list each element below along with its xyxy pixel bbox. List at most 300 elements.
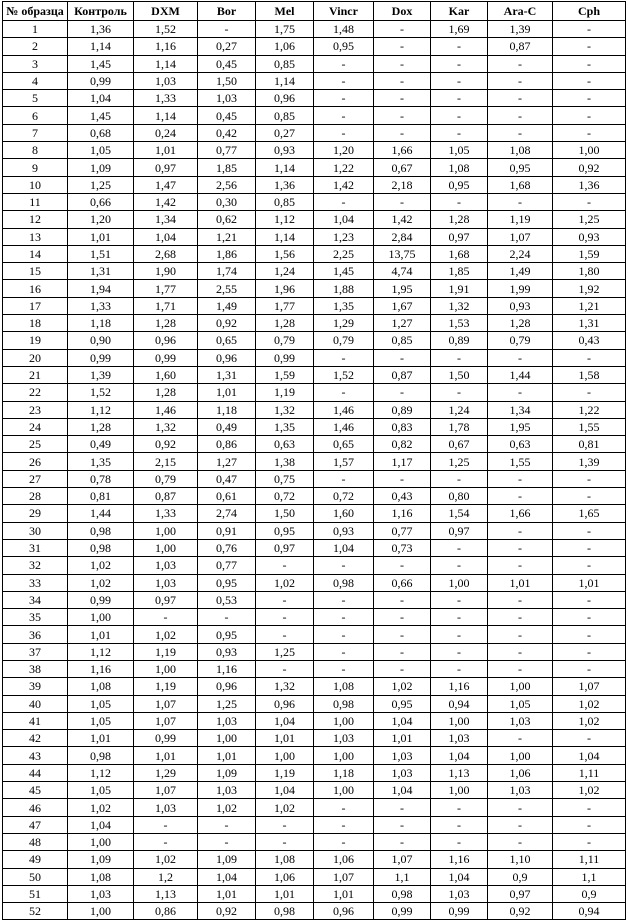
table-cell-dox: - bbox=[374, 193, 431, 210]
table-cell-mel: 1,77 bbox=[256, 297, 314, 314]
table-cell-bor: 0,96 bbox=[198, 678, 256, 695]
table-cell-vincr: 1,00 bbox=[314, 747, 374, 764]
table-cell-ara-c: - bbox=[488, 384, 553, 401]
table-cell-vincr: 1,06 bbox=[314, 851, 374, 868]
table-cell-dxm: 1,32 bbox=[134, 418, 198, 435]
table-cell-dox: 1,67 bbox=[374, 297, 431, 314]
table-cell-kar: - bbox=[431, 539, 488, 556]
table-cell-control: 0,81 bbox=[68, 488, 134, 505]
table-cell-mel: 1,14 bbox=[256, 159, 314, 176]
column-header-ara-c: Ara-C bbox=[488, 2, 553, 21]
table-cell-dxm: 1,02 bbox=[134, 851, 198, 868]
table-cell-bor: 1,25 bbox=[198, 695, 256, 712]
table-cell-dox: - bbox=[374, 660, 431, 677]
table-cell-ara-c: 0,79 bbox=[488, 332, 553, 349]
table-cell-kar: 1,00 bbox=[431, 782, 488, 799]
table-cell-sample-number: 27 bbox=[3, 470, 68, 487]
table-body bbox=[3, 21, 626, 920]
table-cell-cph: 1,39 bbox=[553, 453, 626, 470]
table-cell-cph: 1,25 bbox=[553, 211, 626, 228]
table-cell-sample-number: 47 bbox=[3, 816, 68, 833]
table-cell-dox: 0,66 bbox=[374, 574, 431, 591]
table-cell-dxm: 1,03 bbox=[134, 574, 198, 591]
table-cell-cph: 1,92 bbox=[553, 280, 626, 297]
table-cell-vincr: 1,18 bbox=[314, 764, 374, 781]
table-row bbox=[3, 366, 626, 383]
table-cell-sample-number: 37 bbox=[3, 643, 68, 660]
table-cell-bor: 1,18 bbox=[198, 401, 256, 418]
table-cell-dxm: 1,07 bbox=[134, 695, 198, 712]
table-cell-dxm: 1,28 bbox=[134, 315, 198, 332]
table-cell-dxm: 2,15 bbox=[134, 453, 198, 470]
table-cell-cph: - bbox=[553, 124, 626, 141]
table-cell-cph: 0,81 bbox=[553, 436, 626, 453]
table-cell-vincr: 1,07 bbox=[314, 868, 374, 885]
table-cell-dxm: - bbox=[134, 833, 198, 850]
table-cell-control: 0,66 bbox=[68, 193, 134, 210]
table-cell-dox: - bbox=[374, 90, 431, 107]
table-cell-cph: - bbox=[553, 349, 626, 366]
table-cell-mel: 0,63 bbox=[256, 436, 314, 453]
table-cell-ara-c: 0,97 bbox=[488, 885, 553, 902]
table-cell-cph: - bbox=[553, 557, 626, 574]
table-row bbox=[3, 712, 626, 729]
table-cell-ara-c: 1,05 bbox=[488, 695, 553, 712]
table-cell-dxm: - bbox=[134, 609, 198, 626]
table-cell-kar: 0,99 bbox=[431, 903, 488, 920]
table-cell-mel: 1,04 bbox=[256, 712, 314, 729]
table-cell-bor: 1,01 bbox=[198, 747, 256, 764]
table-cell-kar: 1,50 bbox=[431, 366, 488, 383]
table-cell-dox: 0,89 bbox=[374, 401, 431, 418]
table-cell-sample-number: 7 bbox=[3, 124, 68, 141]
table-cell-dxm: 0,96 bbox=[134, 332, 198, 349]
table-cell-cph: - bbox=[553, 833, 626, 850]
table-row bbox=[3, 470, 626, 487]
table-cell-ara-c: 0,92 bbox=[488, 903, 553, 920]
table-cell-bor: 2,55 bbox=[198, 280, 256, 297]
table-cell-mel: 1,08 bbox=[256, 851, 314, 868]
table-cell-vincr: 1,03 bbox=[314, 730, 374, 747]
table-cell-bor: 0,49 bbox=[198, 418, 256, 435]
table-cell-mel: 1,36 bbox=[256, 176, 314, 193]
table-cell-mel: 1,14 bbox=[256, 228, 314, 245]
table-cell-bor: 0,92 bbox=[198, 903, 256, 920]
column-header-dox: Dox bbox=[374, 2, 431, 21]
table-cell-sample-number: 36 bbox=[3, 626, 68, 643]
table-cell-kar: 1,32 bbox=[431, 297, 488, 314]
table-cell-vincr: 1,52 bbox=[314, 366, 374, 383]
table-cell-dxm: 1,00 bbox=[134, 522, 198, 539]
column-header-kar: Kar bbox=[431, 2, 488, 21]
table-cell-ara-c: 1,68 bbox=[488, 176, 553, 193]
table-cell-ara-c: 1,95 bbox=[488, 418, 553, 435]
table-cell-cph: 0,43 bbox=[553, 332, 626, 349]
table-row bbox=[3, 643, 626, 660]
table-cell-bor: - bbox=[198, 833, 256, 850]
table-cell-cph: 1,11 bbox=[553, 764, 626, 781]
table-cell-dxm: 1,34 bbox=[134, 211, 198, 228]
table-cell-kar: - bbox=[431, 799, 488, 816]
table-cell-dox: 1,27 bbox=[374, 315, 431, 332]
table-cell-bor: 0,77 bbox=[198, 142, 256, 159]
table-cell-ara-c: 1,00 bbox=[488, 747, 553, 764]
table-cell-ara-c: 1,49 bbox=[488, 263, 553, 280]
table-cell-bor: 1,49 bbox=[198, 297, 256, 314]
table-cell-ara-c: - bbox=[488, 799, 553, 816]
table-cell-kar: - bbox=[431, 107, 488, 124]
table-cell-kar: - bbox=[431, 470, 488, 487]
table-row bbox=[3, 695, 626, 712]
table-cell-vincr: - bbox=[314, 833, 374, 850]
table-cell-dxm: 0,97 bbox=[134, 591, 198, 608]
table-cell-dxm: 0,86 bbox=[134, 903, 198, 920]
table-cell-kar: 1,03 bbox=[431, 885, 488, 902]
table-cell-ara-c: 1,00 bbox=[488, 678, 553, 695]
table-cell-vincr: - bbox=[314, 660, 374, 677]
table-row bbox=[3, 851, 626, 868]
table-cell-ara-c: - bbox=[488, 591, 553, 608]
table-cell-kar: 1,04 bbox=[431, 747, 488, 764]
table-cell-dox: 0,87 bbox=[374, 366, 431, 383]
table-row bbox=[3, 280, 626, 297]
table-cell-cph: - bbox=[553, 609, 626, 626]
table-cell-sample-number: 44 bbox=[3, 764, 68, 781]
table-cell-bor: 0,91 bbox=[198, 522, 256, 539]
table-cell-kar: 0,95 bbox=[431, 176, 488, 193]
table-cell-vincr: - bbox=[314, 816, 374, 833]
table-cell-kar: - bbox=[431, 626, 488, 643]
table-cell-bor: 0,65 bbox=[198, 332, 256, 349]
table-cell-kar: - bbox=[431, 660, 488, 677]
table-cell-ara-c: 1,39 bbox=[488, 21, 553, 38]
table-cell-vincr: 0,95 bbox=[314, 38, 374, 55]
table-cell-mel: 1,01 bbox=[256, 730, 314, 747]
table-cell-sample-number: 17 bbox=[3, 297, 68, 314]
table-row bbox=[3, 349, 626, 366]
table-cell-bor: 1,03 bbox=[198, 90, 256, 107]
table-cell-dxm: 0,79 bbox=[134, 470, 198, 487]
table-cell-dxm: 1,13 bbox=[134, 885, 198, 902]
table-cell-dox: 1,66 bbox=[374, 142, 431, 159]
table-cell-control: 1,18 bbox=[68, 315, 134, 332]
table-cell-mel: 0,85 bbox=[256, 193, 314, 210]
table-cell-dox: 0,82 bbox=[374, 436, 431, 453]
data-table bbox=[2, 1, 626, 920]
table-row bbox=[3, 159, 626, 176]
table-cell-cph: - bbox=[553, 799, 626, 816]
table-cell-sample-number: 32 bbox=[3, 557, 68, 574]
table-cell-dox: 0,85 bbox=[374, 332, 431, 349]
table-cell-ara-c: 1,01 bbox=[488, 574, 553, 591]
table-cell-vincr: 1,88 bbox=[314, 280, 374, 297]
table-cell-vincr: 1,00 bbox=[314, 712, 374, 729]
table-cell-vincr: 2,25 bbox=[314, 245, 374, 262]
table-cell-control: 1,03 bbox=[68, 885, 134, 902]
table-cell-dox: 0,77 bbox=[374, 522, 431, 539]
table-cell-dox: 2,84 bbox=[374, 228, 431, 245]
table-cell-sample-number: 48 bbox=[3, 833, 68, 850]
table-row bbox=[3, 332, 626, 349]
table-cell-kar: - bbox=[431, 124, 488, 141]
table-cell-bor: 1,03 bbox=[198, 782, 256, 799]
table-cell-mel: - bbox=[256, 816, 314, 833]
table-cell-bor: 0,53 bbox=[198, 591, 256, 608]
table-cell-vincr: 1,04 bbox=[314, 539, 374, 556]
table-cell-dox: 0,73 bbox=[374, 539, 431, 556]
table-cell-dxm: 1,01 bbox=[134, 142, 198, 159]
table-cell-cph: 0,93 bbox=[553, 228, 626, 245]
table-cell-control: 1,00 bbox=[68, 609, 134, 626]
table-cell-cph: 1,59 bbox=[553, 245, 626, 262]
column-header-cph: Cph bbox=[553, 2, 626, 21]
table-cell-mel: 1,19 bbox=[256, 384, 314, 401]
table-cell-dxm: 1,19 bbox=[134, 678, 198, 695]
table-cell-dox: 0,67 bbox=[374, 159, 431, 176]
table-cell-control: 1,20 bbox=[68, 211, 134, 228]
table-cell-dxm: 1,77 bbox=[134, 280, 198, 297]
table-cell-sample-number: 14 bbox=[3, 245, 68, 262]
table-cell-dxm: 1,07 bbox=[134, 782, 198, 799]
table-cell-dxm: 1,33 bbox=[134, 505, 198, 522]
table-cell-kar: 1,08 bbox=[431, 159, 488, 176]
table-cell-vincr: 1,00 bbox=[314, 782, 374, 799]
table-cell-ara-c: - bbox=[488, 470, 553, 487]
table-cell-control: 1,12 bbox=[68, 764, 134, 781]
table-cell-bor: 1,04 bbox=[198, 868, 256, 885]
table-cell-dox: - bbox=[374, 124, 431, 141]
table-cell-dox: 1,95 bbox=[374, 280, 431, 297]
table-cell-sample-number: 23 bbox=[3, 401, 68, 418]
table-cell-vincr: - bbox=[314, 193, 374, 210]
table-cell-ara-c: 1,19 bbox=[488, 211, 553, 228]
table-cell-vincr: 1,46 bbox=[314, 418, 374, 435]
table-cell-sample-number: 4 bbox=[3, 72, 68, 89]
table-cell-sample-number: 21 bbox=[3, 366, 68, 383]
table-cell-control: 1,09 bbox=[68, 851, 134, 868]
table-cell-mel: 1,25 bbox=[256, 643, 314, 660]
table-cell-bor: 0,47 bbox=[198, 470, 256, 487]
table-row bbox=[3, 263, 626, 280]
table-cell-cph: 0,9 bbox=[553, 885, 626, 902]
table-cell-mel: 0,93 bbox=[256, 142, 314, 159]
table-cell-ara-c: 1,44 bbox=[488, 366, 553, 383]
table-cell-control: 1,08 bbox=[68, 678, 134, 695]
table-cell-kar: 1,85 bbox=[431, 263, 488, 280]
table-cell-control: 1,52 bbox=[68, 384, 134, 401]
table-cell-dxm: 1,33 bbox=[134, 90, 198, 107]
column-header-control: Контроль bbox=[68, 2, 134, 21]
table-cell-mel: 1,35 bbox=[256, 418, 314, 435]
table-cell-kar: 0,94 bbox=[431, 695, 488, 712]
table-cell-control: 1,02 bbox=[68, 574, 134, 591]
table-row bbox=[3, 488, 626, 505]
table-cell-mel: - bbox=[256, 591, 314, 608]
table-cell-kar: 1,25 bbox=[431, 453, 488, 470]
table-cell-control: 0,78 bbox=[68, 470, 134, 487]
table-cell-dxm: 1,16 bbox=[134, 38, 198, 55]
table-cell-vincr: - bbox=[314, 470, 374, 487]
table-cell-ara-c: - bbox=[488, 833, 553, 850]
table-cell-control: 1,00 bbox=[68, 903, 134, 920]
table-cell-cph: 1,55 bbox=[553, 418, 626, 435]
table-cell-control: 1,04 bbox=[68, 90, 134, 107]
table-cell-kar: 1,68 bbox=[431, 245, 488, 262]
table-row bbox=[3, 142, 626, 159]
table-row bbox=[3, 21, 626, 38]
table-cell-kar: - bbox=[431, 55, 488, 72]
table-cell-sample-number: 10 bbox=[3, 176, 68, 193]
table-cell-ara-c: 2,24 bbox=[488, 245, 553, 262]
table-cell-ara-c: - bbox=[488, 660, 553, 677]
table-cell-mel: 1,06 bbox=[256, 868, 314, 885]
table-cell-dxm: 1,52 bbox=[134, 21, 198, 38]
table-row bbox=[3, 730, 626, 747]
table-row bbox=[3, 401, 626, 418]
table-cell-kar: 0,89 bbox=[431, 332, 488, 349]
table-cell-mel: 0,85 bbox=[256, 107, 314, 124]
table-cell-sample-number: 9 bbox=[3, 159, 68, 176]
table-cell-dox: - bbox=[374, 21, 431, 38]
table-cell-kar: - bbox=[431, 193, 488, 210]
table-cell-kar: - bbox=[431, 609, 488, 626]
table-cell-ara-c: - bbox=[488, 539, 553, 556]
table-cell-mel: 0,72 bbox=[256, 488, 314, 505]
table-cell-dxm: 0,24 bbox=[134, 124, 198, 141]
table-row bbox=[3, 574, 626, 591]
table-cell-ara-c: 0,93 bbox=[488, 297, 553, 314]
table-cell-ara-c: - bbox=[488, 90, 553, 107]
table-cell-ara-c: - bbox=[488, 816, 553, 833]
table-cell-ara-c: - bbox=[488, 557, 553, 574]
table-cell-bor: 0,45 bbox=[198, 55, 256, 72]
table-cell-mel: - bbox=[256, 609, 314, 626]
table-cell-sample-number: 20 bbox=[3, 349, 68, 366]
table-cell-mel: 0,99 bbox=[256, 349, 314, 366]
table-cell-ara-c: 0,87 bbox=[488, 38, 553, 55]
table-cell-mel: 1,04 bbox=[256, 782, 314, 799]
table-cell-sample-number: 33 bbox=[3, 574, 68, 591]
table-cell-dxm: 1,01 bbox=[134, 747, 198, 764]
table-cell-sample-number: 24 bbox=[3, 418, 68, 435]
table-row bbox=[3, 90, 626, 107]
table-cell-kar: 0,80 bbox=[431, 488, 488, 505]
table-row bbox=[3, 107, 626, 124]
table-cell-ara-c: 1,66 bbox=[488, 505, 553, 522]
table-cell-control: 1,04 bbox=[68, 816, 134, 833]
table-cell-vincr: - bbox=[314, 384, 374, 401]
table-cell-control: 1,02 bbox=[68, 557, 134, 574]
table-row bbox=[3, 176, 626, 193]
table-cell-vincr: 0,96 bbox=[314, 903, 374, 920]
table-cell-control: 1,08 bbox=[68, 868, 134, 885]
table-cell-dox: 1,02 bbox=[374, 678, 431, 695]
table-row bbox=[3, 557, 626, 574]
table-cell-control: 1,12 bbox=[68, 401, 134, 418]
table-cell-bor: 1,50 bbox=[198, 72, 256, 89]
table-cell-kar: - bbox=[431, 557, 488, 574]
table-cell-control: 0,49 bbox=[68, 436, 134, 453]
table-row bbox=[3, 868, 626, 885]
table-cell-control: 1,44 bbox=[68, 505, 134, 522]
table-cell-cph: - bbox=[553, 816, 626, 833]
table-cell-mel: 1,50 bbox=[256, 505, 314, 522]
table-cell-bor: 1,02 bbox=[198, 799, 256, 816]
table-cell-sample-number: 46 bbox=[3, 799, 68, 816]
table-cell-dox: - bbox=[374, 626, 431, 643]
table-cell-ara-c: 1,55 bbox=[488, 453, 553, 470]
table-cell-ara-c: - bbox=[488, 349, 553, 366]
table-cell-mel: 1,32 bbox=[256, 401, 314, 418]
table-cell-vincr: 1,08 bbox=[314, 678, 374, 695]
table-cell-cph: 1,02 bbox=[553, 712, 626, 729]
table-cell-cph: - bbox=[553, 72, 626, 89]
table-cell-control: 1,05 bbox=[68, 142, 134, 159]
table-cell-sample-number: 6 bbox=[3, 107, 68, 124]
table-cell-cph: 1,1 bbox=[553, 868, 626, 885]
table-cell-ara-c: 1,03 bbox=[488, 712, 553, 729]
table-cell-dxm: 0,92 bbox=[134, 436, 198, 453]
table-cell-bor: 1,27 bbox=[198, 453, 256, 470]
table-cell-dox: 2,18 bbox=[374, 176, 431, 193]
table-cell-mel: 1,32 bbox=[256, 678, 314, 695]
table-cell-sample-number: 13 bbox=[3, 228, 68, 245]
table-cell-vincr: - bbox=[314, 591, 374, 608]
table-cell-sample-number: 51 bbox=[3, 885, 68, 902]
table-cell-kar: 1,78 bbox=[431, 418, 488, 435]
table-cell-kar: 0,67 bbox=[431, 436, 488, 453]
table-cell-dxm: 1,00 bbox=[134, 660, 198, 677]
table-cell-sample-number: 18 bbox=[3, 315, 68, 332]
table-cell-control: 1,05 bbox=[68, 712, 134, 729]
table-cell-cph: - bbox=[553, 488, 626, 505]
table-cell-kar: 0,97 bbox=[431, 522, 488, 539]
table-cell-dox: 0,43 bbox=[374, 488, 431, 505]
table-cell-ara-c: - bbox=[488, 522, 553, 539]
table-cell-vincr: 1,42 bbox=[314, 176, 374, 193]
table-cell-dxm: 1,42 bbox=[134, 193, 198, 210]
header-row bbox=[3, 2, 626, 21]
table-cell-kar: - bbox=[431, 643, 488, 660]
table-cell-dxm: 1,14 bbox=[134, 107, 198, 124]
table-cell-vincr: 1,46 bbox=[314, 401, 374, 418]
table-cell-kar: 1,16 bbox=[431, 851, 488, 868]
table-cell-cph: - bbox=[553, 591, 626, 608]
table-cell-vincr: - bbox=[314, 107, 374, 124]
table-row bbox=[3, 678, 626, 695]
table-cell-cph: - bbox=[553, 90, 626, 107]
table-cell-kar: - bbox=[431, 349, 488, 366]
table-cell-dox: - bbox=[374, 557, 431, 574]
table-cell-cph: - bbox=[553, 384, 626, 401]
table-cell-cph: 1,07 bbox=[553, 678, 626, 695]
table-cell-mel: 0,96 bbox=[256, 90, 314, 107]
table-cell-bor: 1,86 bbox=[198, 245, 256, 262]
column-header-vincr: Vincr bbox=[314, 2, 374, 21]
table-cell-cph: 1,58 bbox=[553, 366, 626, 383]
table-cell-bor: 0,77 bbox=[198, 557, 256, 574]
table-cell-bor: 0,92 bbox=[198, 315, 256, 332]
table-cell-kar: 1,13 bbox=[431, 764, 488, 781]
table-cell-mel: 1,19 bbox=[256, 764, 314, 781]
table-cell-sample-number: 52 bbox=[3, 903, 68, 920]
table-cell-bor: - bbox=[198, 609, 256, 626]
table-cell-cph: 1,04 bbox=[553, 747, 626, 764]
table-cell-mel: 0,97 bbox=[256, 539, 314, 556]
table-cell-cph: 1,11 bbox=[553, 851, 626, 868]
table-cell-cph: 1,21 bbox=[553, 297, 626, 314]
table-cell-control: 1,28 bbox=[68, 418, 134, 435]
